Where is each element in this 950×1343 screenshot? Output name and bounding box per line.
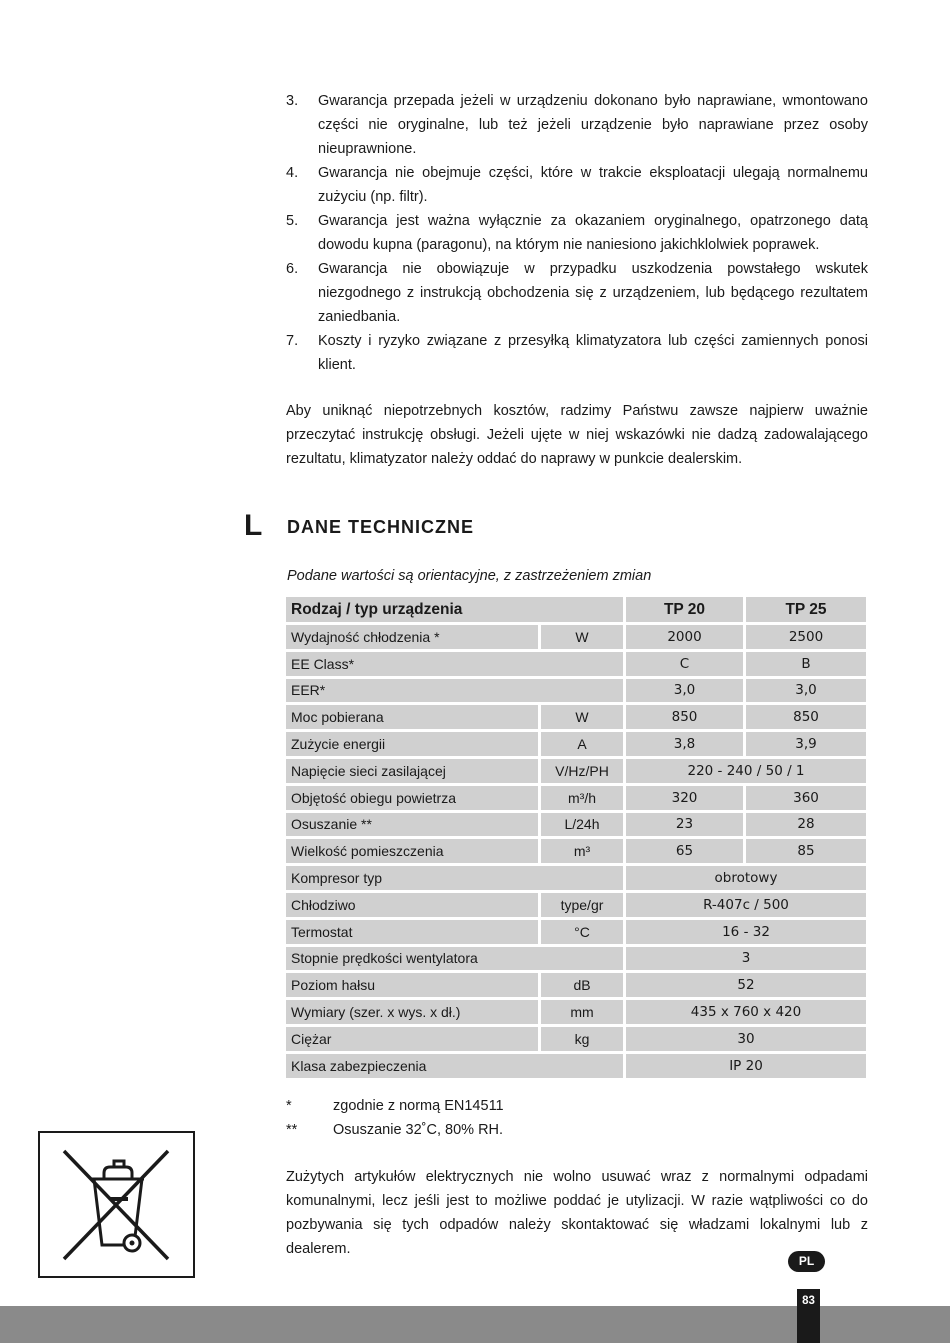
row-label: Chłodziwo xyxy=(286,893,541,920)
row-value-2: 850 xyxy=(746,705,866,732)
row-label: Wymiary (szer. x wys. x dł.) xyxy=(286,1000,541,1027)
disposal-paragraph: Zużytych artykułów elektrycznych nie wolno usuwać wraz z normalnymi odpadami komunalnymi, lecz jeśli jest to możliwe poddać je utylizacji. W razie wątpliwości co do pozbywania się tych odpadów należy skontaktować się władzami lokalnymi lub z dealerem. xyxy=(286,1169,868,1257)
row-value-1: 2000 xyxy=(626,625,746,652)
table-row xyxy=(286,893,866,920)
table-row xyxy=(286,839,866,866)
footnote-mark: * xyxy=(286,1098,292,1114)
list-item-number: 5. xyxy=(286,213,299,229)
row-value-2: 3,9 xyxy=(746,732,866,759)
row-unit: W xyxy=(541,705,626,732)
row-value-1: 3,8 xyxy=(626,732,746,759)
table-row xyxy=(286,1000,866,1027)
row-value-1: 65 xyxy=(626,839,746,866)
section-letter: L xyxy=(244,509,263,542)
row-value: 220 - 240 / 50 / 1 xyxy=(626,759,866,786)
table-row xyxy=(286,652,866,679)
table-row xyxy=(286,732,866,759)
table-row xyxy=(286,866,866,893)
advice-paragraph: Aby uniknąć niepotrzebnych kosztów, radzimy Państwu zawsze najpierw uważnie przeczytać instrukcję obsługi. Jeżeli ujęte w niej wskazówki nie dadzą zadowalającego rezultatu, klimatyzator należy oddać do naprawy w punkcie dealerskim. xyxy=(286,403,868,467)
row-unit: °C xyxy=(541,920,626,947)
row-value-2: 3,0 xyxy=(746,679,866,706)
row-value: 52 xyxy=(626,973,866,1000)
list-item-number: 7. xyxy=(286,333,299,349)
row-unit: m³ xyxy=(541,839,626,866)
row-value-2: 28 xyxy=(746,813,866,840)
warranty-list xyxy=(286,89,868,377)
row-value: 16 - 32 xyxy=(626,920,866,947)
table-row xyxy=(286,705,866,732)
row-label: Kompresor typ xyxy=(286,866,626,893)
table-row xyxy=(286,786,866,813)
row-value: 3 xyxy=(626,947,866,974)
page-number: 83 xyxy=(797,1289,820,1343)
row-unit: W xyxy=(541,625,626,652)
row-label: Zużycie energii xyxy=(286,732,541,759)
table-row xyxy=(286,625,866,652)
row-value: 435 x 760 x 420 xyxy=(626,1000,866,1027)
row-label: Moc pobierana xyxy=(286,705,541,732)
list-item-text: Koszty i ryzyko związane z przesyłką klimatyzatora lub części zamiennych ponosi klient. xyxy=(318,333,868,373)
row-label: Wielkość pomieszczenia xyxy=(286,839,541,866)
row-unit: dB xyxy=(541,973,626,1000)
language-badge: PL xyxy=(788,1251,825,1272)
row-unit: mm xyxy=(541,1000,626,1027)
row-label: Stopnie prędkości wentylatora xyxy=(286,947,626,974)
row-label: EER* xyxy=(286,679,626,706)
row-label: Poziom hałsu xyxy=(286,973,541,1000)
table-row xyxy=(286,973,866,1000)
list-item-number: 3. xyxy=(286,93,299,109)
row-unit: L/24h xyxy=(541,813,626,840)
list-item xyxy=(286,161,868,209)
list-item-number: 4. xyxy=(286,165,299,181)
row-value-1: 320 xyxy=(626,786,746,813)
row-value: R-407c / 500 xyxy=(626,893,866,920)
section-subtitle: Podane wartości są orientacyjne, z zastrzeżeniem zmian xyxy=(287,568,652,584)
row-label: Osuszanie ** xyxy=(286,813,541,840)
row-label: Objętość obiegu powietrza xyxy=(286,786,541,813)
weee-symbol-box xyxy=(38,1131,195,1278)
row-unit: V/Hz/PH xyxy=(541,759,626,786)
row-value-2: 85 xyxy=(746,839,866,866)
row-label: Wydajność chłodzenia * xyxy=(286,625,541,652)
row-value-1: 3,0 xyxy=(626,679,746,706)
row-unit: kg xyxy=(541,1027,626,1054)
row-value-1: C xyxy=(626,652,746,679)
header-model-1: TP 20 xyxy=(626,597,746,625)
spec-table xyxy=(286,597,866,1081)
row-value-2: 2500 xyxy=(746,625,866,652)
list-item-text: Gwarancja nie obowiązuje w przypadku uszkodzenia powstałego wskutek niezgodnego z instrukcją obchodzenia się z urządzeniem, lub będącego rezultatem zaniedbania. xyxy=(318,261,868,325)
table-header-row xyxy=(286,597,866,625)
row-label: Ciężar xyxy=(286,1027,541,1054)
footnote-text: zgodnie z normą EN14511 xyxy=(333,1098,504,1114)
row-value: 30 xyxy=(626,1027,866,1054)
row-value-1: 23 xyxy=(626,813,746,840)
crossed-out-wheelie-bin-icon xyxy=(56,1143,178,1267)
row-label: Klasa zabezpieczenia xyxy=(286,1054,626,1081)
list-item-text: Gwarancja przepada jeżeli w urządzeniu dokonano było naprawiane, wmontowano części nie oryginalne, lub też jeżeli urządzenie było naprawiane przez osoby nieuprawnione. xyxy=(318,93,868,157)
list-item-text: Gwarancja nie obejmuje części, które w trakcie eksploatacji ulegają normalnemu zużyciu (np. filtr). xyxy=(318,165,868,205)
header-model-2: TP 25 xyxy=(746,597,866,625)
footnote xyxy=(286,1118,504,1142)
row-value: IP 20 xyxy=(626,1054,866,1081)
footnotes xyxy=(286,1094,504,1142)
table-row xyxy=(286,759,866,786)
row-value: obrotowy xyxy=(626,866,866,893)
list-item xyxy=(286,257,868,329)
row-value-1: 850 xyxy=(626,705,746,732)
row-label: Napięcie sieci zasilającej xyxy=(286,759,541,786)
row-unit: type/gr xyxy=(541,893,626,920)
list-item-text: Gwarancja jest ważna wyłącznie za okazaniem oryginalnego, opatrzonego datą dowodu kupna (paragonu), na którym nie naniesiono jakichklolwiek poprawek. xyxy=(318,213,868,253)
row-label: EE Class* xyxy=(286,652,626,679)
table-row xyxy=(286,813,866,840)
footnote-mark: ** xyxy=(286,1122,298,1138)
row-value-2: B xyxy=(746,652,866,679)
table-row xyxy=(286,1054,866,1081)
list-item xyxy=(286,209,868,257)
section-title: DANE TECHNICZNE xyxy=(287,517,475,537)
row-unit: A xyxy=(541,732,626,759)
table-row xyxy=(286,920,866,947)
table-row xyxy=(286,947,866,974)
table-row xyxy=(286,679,866,706)
list-item-number: 6. xyxy=(286,261,299,277)
header-label: Rodzaj / typ urządzenia xyxy=(286,597,626,625)
row-label: Termostat xyxy=(286,920,541,947)
footnote-text: Osuszanie 32˚C, 80% RH. xyxy=(333,1122,504,1138)
row-unit: m³/h xyxy=(541,786,626,813)
row-value-2: 360 xyxy=(746,786,866,813)
footnote xyxy=(286,1094,504,1118)
table-row xyxy=(286,1027,866,1054)
list-item xyxy=(286,329,868,377)
list-item xyxy=(286,89,868,161)
